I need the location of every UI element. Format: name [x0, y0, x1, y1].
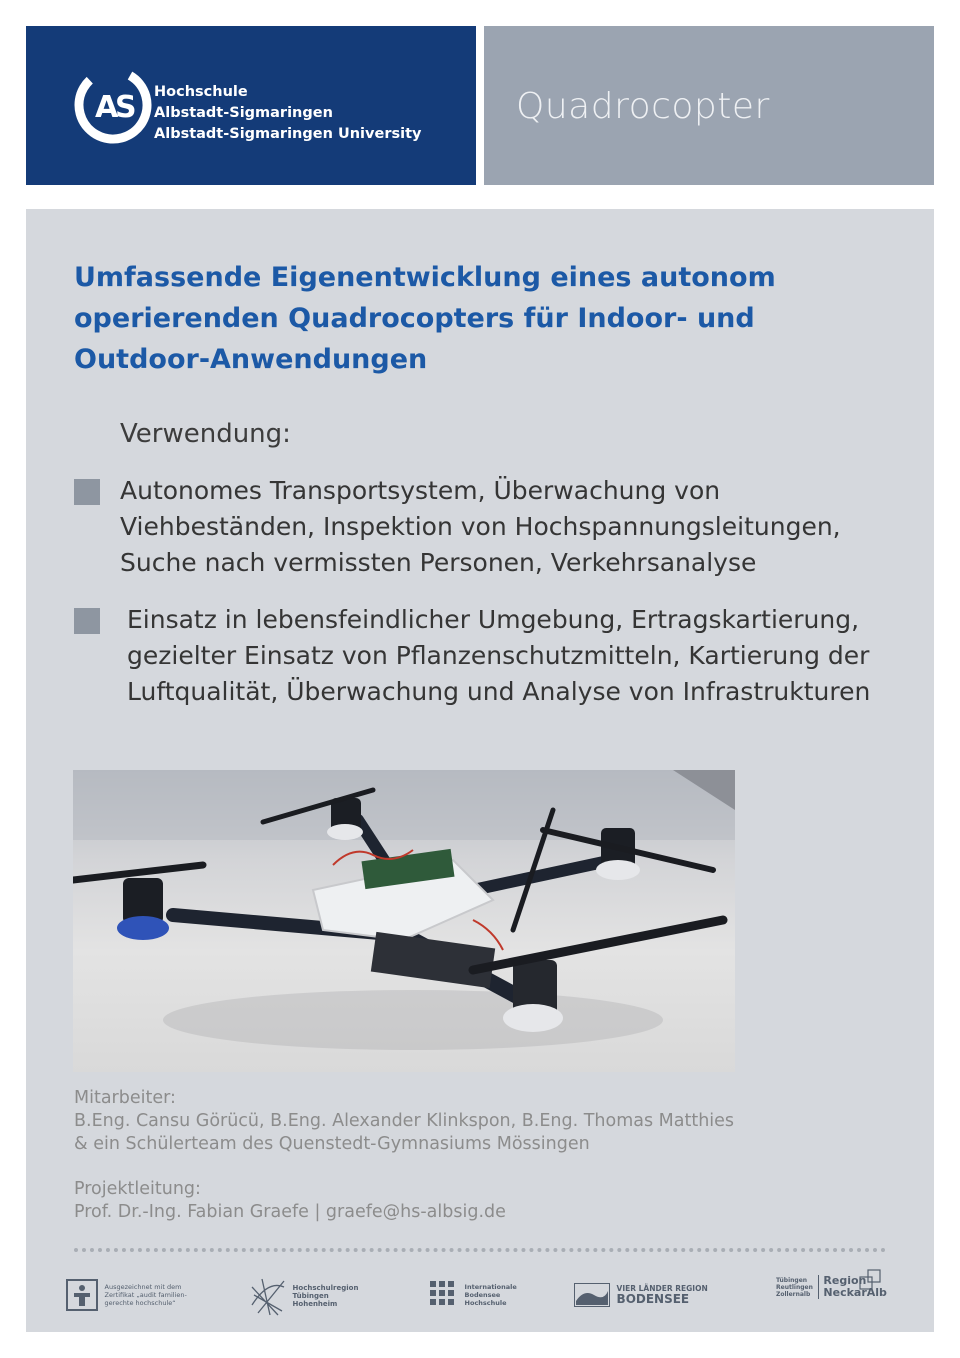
lead-label: Projektleitung: — [74, 1179, 201, 1199]
bullet-square-icon — [74, 608, 100, 634]
staff-label: Mitarbeiter: — [74, 1088, 176, 1108]
usage-item-2-line3: Luftqualität, Überwachung und Analyse von Infrastrukturen — [127, 677, 871, 706]
footer-logo-ibh — [430, 1281, 517, 1309]
content-panel — [26, 209, 934, 1332]
usage-item-1-line2: Viehbeständen, Inspektion von Hochspannungsleitungen, — [120, 512, 841, 541]
ibh-line3: Hochschule — [464, 1299, 507, 1307]
ibh-line1: Internationale — [464, 1283, 517, 1291]
footer-logo-audit — [66, 1279, 187, 1311]
svg-text:S: S — [115, 90, 137, 125]
hochschulregion-line1: Hochschulregion — [292, 1284, 359, 1292]
lead-line: Prof. Dr.-Ing. Fabian Graefe | graefe@hs-albsig.de — [74, 1202, 506, 1222]
footer-logo-neckaralb — [776, 1275, 887, 1299]
overlapping-squares-icon — [858, 1269, 888, 1299]
headline: Umfassende Eigenentwicklung eines autonom operierenden Quadrocopters für Indoor- und Outdoor-Anwendungen — [74, 262, 776, 375]
institution-line1: Hochschule — [154, 84, 248, 100]
usage-item-1-line1: Autonomes Transportsystem, Überwachung von — [120, 476, 721, 505]
usage-item-2-line2: gezielter Einsatz von Pflanzenschutzmitteln, Kartierung der — [127, 641, 870, 670]
header-title-panel — [484, 26, 934, 185]
usage-label: Verwendung: — [120, 419, 291, 449]
usage-item-2 — [127, 602, 870, 710]
staff-credits — [74, 1087, 734, 1156]
usage-item-1-line3: Suche nach vermissten Personen, Verkehrsanalyse — [120, 548, 757, 577]
drone-illustration-icon — [73, 770, 735, 1072]
staff-line1: B.Eng. Cansu Görücü, B.Eng. Alexander Klinkspon, B.Eng. Thomas Matthies — [74, 1111, 735, 1131]
neckaralb-line3: Zollernalb — [776, 1290, 811, 1298]
globe-net-icon — [248, 1275, 288, 1317]
audit-line3: gerechte hochschule“ — [104, 1299, 176, 1307]
header-logo-panel — [26, 26, 476, 185]
usage-item-2-line1: Einsatz in lebensfeindlicher Umgebung, Ertragskartierung, — [127, 605, 860, 634]
audit-line1: Ausgezeichnet mit dem — [104, 1283, 182, 1291]
grid-squares-icon — [430, 1281, 458, 1309]
institution-line2: Albstadt-Sigmaringen — [154, 105, 333, 121]
bodensee-line2: BODENSEE — [616, 1292, 690, 1306]
neckaralb-line2: Reutlingen — [776, 1283, 813, 1291]
usage-item-1 — [120, 473, 841, 581]
neckaralb-brand2: NeckarAlb — [823, 1286, 887, 1299]
staff-line2: & ein Schülerteam des Quenstedt-Gymnasiums Mössingen — [74, 1134, 590, 1154]
page-title: Quadrocopter — [516, 86, 770, 127]
project-lead — [74, 1178, 506, 1224]
audit-line2: Zertifikat „audit familien- — [104, 1291, 187, 1299]
institution-name — [154, 82, 421, 145]
footer-logo-bodensee — [574, 1283, 708, 1307]
quadrocopter-photo — [73, 770, 735, 1072]
bodensee-line1: VIER LÄNDER REGION — [616, 1284, 708, 1293]
neckaralb-line1: Tübingen — [776, 1276, 808, 1284]
university-logo-icon — [72, 64, 154, 146]
bullet-square-icon — [74, 479, 100, 505]
hochschulregion-line3: Hohenheim — [292, 1300, 338, 1308]
svg-text:A: A — [95, 90, 119, 125]
neckaralb-brand1: Region — [823, 1274, 867, 1287]
dotted-divider — [74, 1248, 886, 1252]
family-audit-icon — [66, 1279, 98, 1311]
lake-bodensee-icon — [574, 1283, 610, 1307]
footer-logo-hochschulregion — [248, 1275, 358, 1317]
hochschulregion-line2: Tübingen — [292, 1292, 329, 1300]
institution-line3: Albstadt-Sigmaringen University — [154, 126, 422, 142]
ibh-line2: Bodensee — [464, 1291, 501, 1299]
